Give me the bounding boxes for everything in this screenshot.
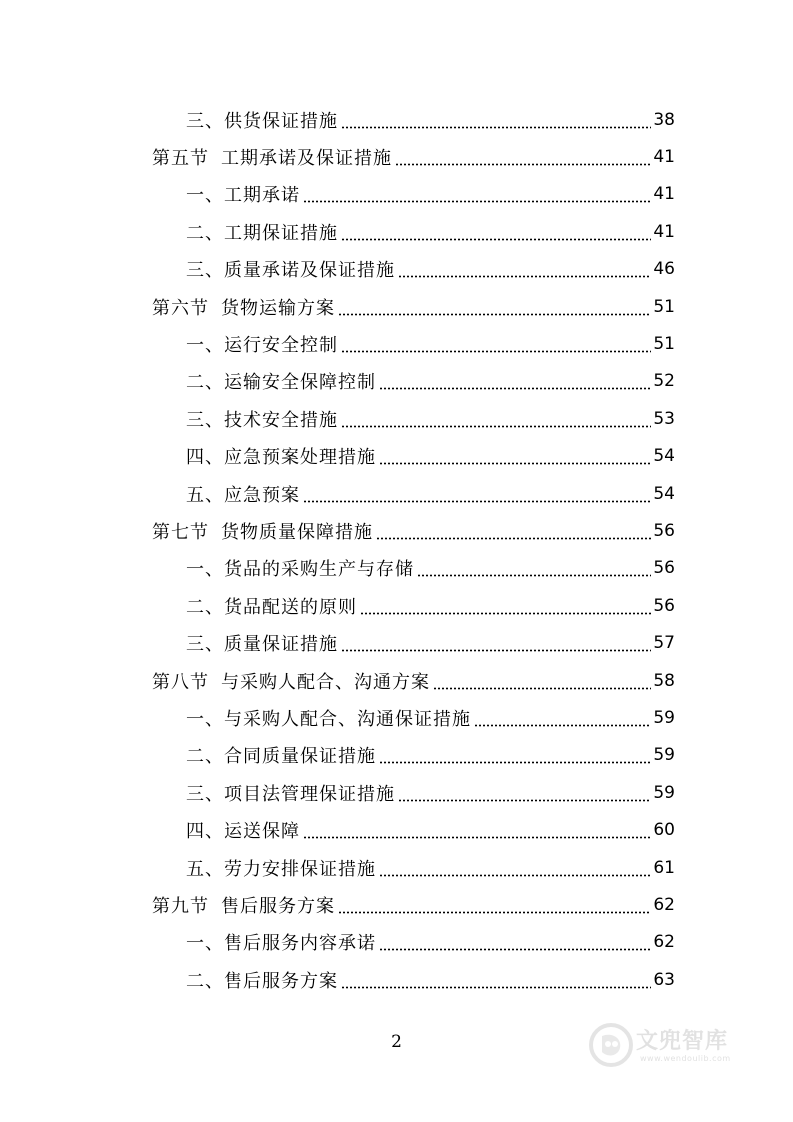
toc-entry-page: 54 — [653, 483, 675, 504]
toc-section-entry[interactable] — [0, 512, 793, 549]
toc-entry-number: 第七节 — [152, 521, 209, 543]
dot-leader — [341, 223, 651, 241]
toc-entry-page: 59 — [653, 707, 675, 728]
toc-item-entry[interactable] — [0, 587, 793, 624]
toc-entry-label — [186, 929, 376, 955]
watermark — [588, 1020, 768, 1076]
dot-leader — [398, 260, 651, 278]
toc-entry-number: 三、 — [186, 110, 224, 132]
toc-entry-label — [152, 294, 335, 320]
toc-entry-label — [152, 892, 335, 918]
toc-entry-number: 五、 — [186, 484, 224, 506]
toc-section-entry[interactable] — [0, 138, 793, 175]
toc-entry-title: 与采购人配合、沟通方案 — [221, 671, 430, 693]
toc-entry-title: 运行安全控制 — [224, 335, 338, 357]
dot-leader — [395, 148, 651, 166]
toc-entry-page: 56 — [653, 595, 675, 616]
toc-entry-number: 四、 — [186, 447, 224, 469]
toc-entry-title: 项目法管理保证措施 — [224, 783, 395, 805]
toc-entry-label — [186, 780, 395, 806]
watermark-name: 文兜智库 — [636, 1029, 729, 1054]
toc-entry-title: 应急预案处理措施 — [224, 447, 376, 469]
toc-entry-label — [186, 705, 471, 731]
toc-entry-label — [186, 181, 300, 207]
toc-entry-page: 56 — [653, 558, 675, 579]
toc-entry-page: 46 — [653, 259, 675, 280]
dot-leader — [341, 335, 651, 353]
toc-item-entry[interactable] — [0, 550, 793, 587]
toc-entry-label — [186, 855, 376, 881]
toc-entry-page: 62 — [653, 894, 675, 915]
toc-section-entry[interactable] — [0, 662, 793, 699]
toc-entry-title: 工期承诺及保证措施 — [221, 148, 392, 170]
toc-item-entry[interactable] — [0, 325, 793, 362]
toc-entry-label — [186, 555, 414, 581]
toc-entry-title: 劳力安排保证措施 — [224, 858, 376, 880]
toc-entry-label — [152, 668, 430, 694]
dot-leader — [379, 372, 651, 390]
toc-entry-label — [186, 406, 338, 432]
doudou-logo-icon — [588, 1022, 634, 1068]
toc-entry-label — [186, 630, 338, 656]
toc-item-entry[interactable] — [0, 811, 793, 848]
toc-entry-page: 41 — [653, 184, 675, 205]
toc-entry-title: 货品的采购生产与存储 — [224, 559, 414, 581]
toc-entry-label — [186, 817, 300, 843]
toc-entry-title: 与采购人配合、沟通保证措施 — [224, 708, 471, 730]
toc-entry-title: 质量保证措施 — [224, 634, 338, 656]
toc-item-entry[interactable] — [0, 624, 793, 661]
dot-leader — [360, 597, 651, 615]
toc-entry-title: 货物运输方案 — [221, 297, 335, 319]
dot-leader — [303, 821, 651, 839]
toc-entry-page: 54 — [653, 446, 675, 467]
toc-item-entry[interactable] — [0, 961, 793, 998]
toc-entry-title: 运送保障 — [224, 821, 300, 843]
toc-entry-page: 58 — [653, 670, 675, 691]
toc-entry-title: 售后服务方案 — [221, 895, 335, 917]
toc-entry-title: 供货保证措施 — [224, 110, 338, 132]
dot-leader — [379, 859, 651, 877]
toc-section-entry[interactable] — [0, 886, 793, 923]
toc-item-entry[interactable] — [0, 438, 793, 475]
toc-entry-number: 第八节 — [152, 671, 209, 693]
toc-entry-number: 一、 — [186, 708, 224, 730]
toc-item-entry[interactable] — [0, 924, 793, 961]
toc-entry-number: 三、 — [186, 260, 224, 282]
table-of-contents — [0, 101, 793, 998]
dot-leader — [341, 111, 651, 129]
toc-entry-label — [186, 742, 376, 768]
toc-entry-label — [186, 256, 395, 282]
toc-entry-page: 41 — [653, 221, 675, 242]
toc-entry-page: 59 — [653, 745, 675, 766]
toc-entry-number: 第六节 — [152, 297, 209, 319]
toc-entry-page: 51 — [653, 334, 675, 355]
toc-entry-title: 货品配送的原则 — [224, 596, 357, 618]
toc-item-entry[interactable] — [0, 400, 793, 437]
toc-entry-title: 售后服务内容承诺 — [224, 933, 376, 955]
toc-entry-page: 38 — [653, 109, 675, 130]
toc-entry-page: 53 — [653, 408, 675, 429]
toc-entry-page: 41 — [653, 147, 675, 168]
toc-entry-number: 一、 — [186, 185, 224, 207]
toc-entry-page: 61 — [653, 857, 675, 878]
toc-section-entry[interactable] — [0, 288, 793, 325]
toc-entry-label — [186, 593, 357, 619]
toc-item-entry[interactable] — [0, 699, 793, 736]
toc-entry-label — [186, 368, 376, 394]
toc-entry-title: 工期承诺 — [224, 185, 300, 207]
page-number: 2 — [391, 1032, 402, 1052]
dot-leader — [338, 298, 651, 316]
dot-leader — [376, 522, 651, 540]
dot-leader — [341, 634, 651, 652]
dot-leader — [433, 672, 651, 690]
toc-entry-number: 二、 — [186, 372, 224, 394]
toc-entry-number: 一、 — [186, 335, 224, 357]
toc-entry-label — [186, 219, 338, 245]
dot-leader — [303, 185, 651, 203]
toc-entry-page: 63 — [653, 969, 675, 990]
toc-entry-number: 第五节 — [152, 148, 209, 170]
toc-entry-page: 52 — [653, 371, 675, 392]
toc-entry-number: 四、 — [186, 821, 224, 843]
toc-entry-title: 合同质量保证措施 — [224, 746, 376, 768]
dot-leader — [303, 485, 651, 503]
toc-entry-title: 技术安全措施 — [224, 409, 338, 431]
toc-entry-page: 51 — [653, 296, 675, 317]
dot-leader — [417, 559, 651, 577]
toc-item-entry[interactable] — [0, 101, 793, 138]
toc-item-entry[interactable] — [0, 774, 793, 811]
toc-entry-number: 第九节 — [152, 895, 209, 917]
toc-entry-number: 二、 — [186, 746, 224, 768]
toc-entry-title: 售后服务方案 — [224, 970, 338, 992]
toc-entry-number: 五、 — [186, 858, 224, 880]
toc-entry-title: 应急预案 — [224, 484, 300, 506]
toc-entry-number: 一、 — [186, 933, 224, 955]
toc-entry-label — [152, 518, 373, 544]
dot-leader — [379, 933, 651, 951]
dot-leader — [341, 971, 651, 989]
toc-entry-title: 货物质量保障措施 — [221, 521, 373, 543]
toc-entry-page: 62 — [653, 932, 675, 953]
watermark-url: www.wendoulib.com — [640, 1054, 731, 1063]
toc-entry-number: 二、 — [186, 222, 224, 244]
toc-entry-label — [186, 107, 338, 133]
toc-entry-label — [186, 331, 338, 357]
toc-entry-number: 一、 — [186, 559, 224, 581]
toc-entry-page: 56 — [653, 520, 675, 541]
dot-leader — [474, 709, 651, 727]
toc-entry-number: 二、 — [186, 596, 224, 618]
toc-item-entry[interactable] — [0, 213, 793, 250]
toc-entry-page: 57 — [653, 633, 675, 654]
toc-entry-page: 59 — [653, 782, 675, 803]
toc-item-entry[interactable] — [0, 251, 793, 288]
toc-item-entry[interactable] — [0, 849, 793, 886]
toc-entry-title: 质量承诺及保证措施 — [224, 260, 395, 282]
toc-entry-number: 三、 — [186, 634, 224, 656]
dot-leader — [341, 410, 651, 428]
toc-entry-number: 三、 — [186, 409, 224, 431]
toc-entry-label — [186, 443, 376, 469]
toc-entry-number: 三、 — [186, 783, 224, 805]
dot-leader — [398, 784, 651, 802]
toc-entry-page: 60 — [653, 820, 675, 841]
toc-entry-title: 运输安全保障控制 — [224, 372, 376, 394]
toc-entry-number: 二、 — [186, 970, 224, 992]
toc-entry-title: 工期保证措施 — [224, 222, 338, 244]
toc-item-entry[interactable] — [0, 475, 793, 512]
toc-item-entry[interactable] — [0, 176, 793, 213]
toc-entry-label — [186, 481, 300, 507]
dot-leader — [338, 896, 651, 914]
dot-leader — [379, 746, 651, 764]
toc-entry-label — [152, 144, 392, 170]
toc-item-entry[interactable] — [0, 363, 793, 400]
toc-entry-label — [186, 967, 338, 993]
dot-leader — [379, 447, 651, 465]
toc-item-entry[interactable] — [0, 737, 793, 774]
